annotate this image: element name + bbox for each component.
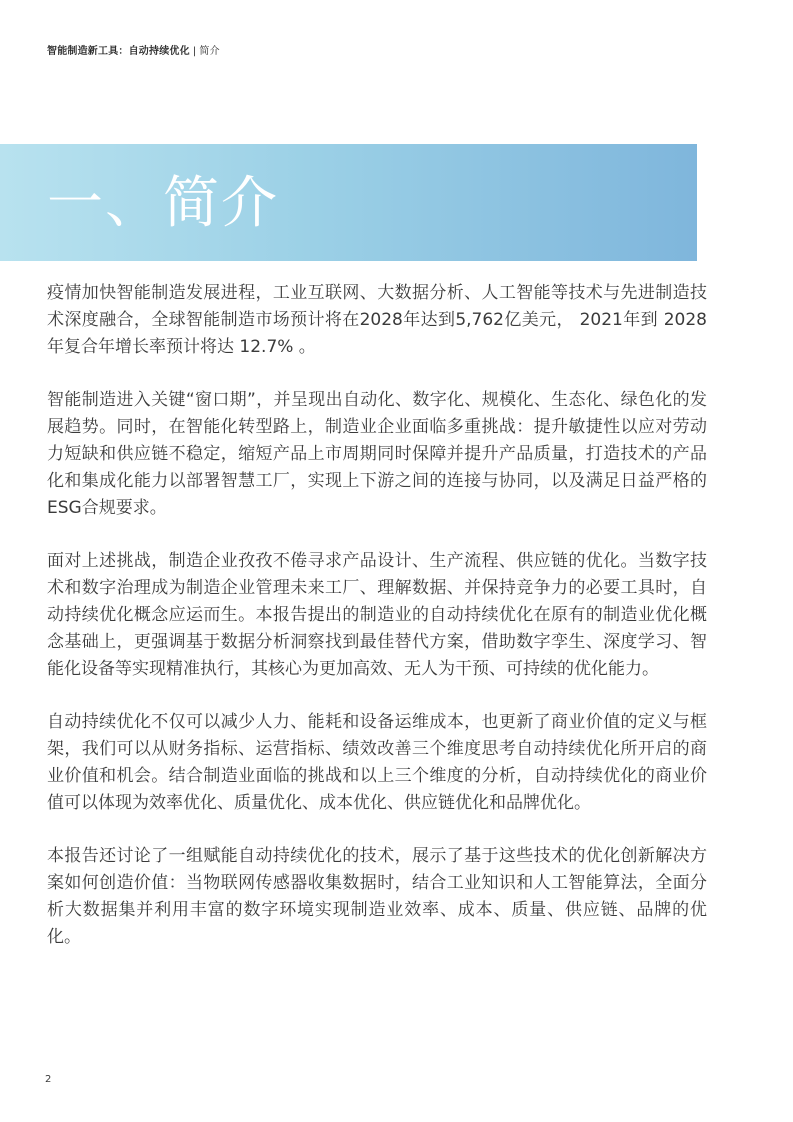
header-separator: | xyxy=(192,46,197,57)
paragraph-3: 面对上述挑战，制造企业孜孜不倦寻求产品设计、生产流程、供应链的优化。当数字技术和数字治理成为制造企业管理未来工厂、理解数据、并保持竞争力的必要工具时，自动持续优化概念应运而生。本报告提出的制造业的自动持续优化在原有的制造业优化概念基础上，更强调基于数据分析洞察找到最佳替代方案，借助数字孪生、深度学习、智能化设备等实现精准执行，其核心为更加高效、无人为干预、可持续的优化能力。 xyxy=(47,551,707,679)
section-title: 一、简介 xyxy=(47,171,279,236)
section-name: 简介 xyxy=(199,46,220,57)
paragraph-1: 疫情加快智能制造发展进程，工业互联网、大数据分析、人工智能等技术与先进制造技术深度融合，全球智能制造市场预计将在2028年达到5,762亿美元， 2021年到 2028年复合年增长率预计将达 12.7% 。 xyxy=(47,283,707,357)
page-number: 2 xyxy=(45,1074,52,1085)
paragraph-4: 自动持续优化不仅可以减少人力、能耗和设备运维成本，也更新了商业价值的定义与框架，我们可以从财务指标、运营指标、绩效改善三个维度思考自动持续优化所开启的商业价值和机会。结合制造业面临的挑战和以上三个维度的分析，自动持续优化的商业价值可以体现为效率优化、质量优化、成本优化、供应链优化和品牌优化。 xyxy=(47,712,707,813)
body-text xyxy=(47,280,707,977)
paragraph-2: 智能制造进入关键“窗口期”，并呈现出自动化、数字化、规模化、生态化、绿色化的发展趋势。同时，在智能化转型路上，制造业企业面临多重挑战：提升敏捷性以应对劳动力短缺和供应链不稳定，缩短产品上市周期同时保障并提升产品质量，打造技术的产品化和集成化能力以部署智慧工厂，实现上下游之间的连接与协同，以及满足日益严格的ESG合规要求。 xyxy=(47,390,707,518)
document-title: 智能制造新工具：自动持续优化 xyxy=(47,46,190,57)
running-header xyxy=(47,42,220,57)
paragraph-5: 本报告还讨论了一组赋能自动持续优化的技术，展示了基于这些技术的优化创新解决方案如何创造价值：当物联网传感器收集数据时，结合工业知识和人工智能算法，全面分析大数据集并利用丰富的数字环境实现制造业效率、成本、质量、供应链、品牌的优化。 xyxy=(47,846,707,947)
